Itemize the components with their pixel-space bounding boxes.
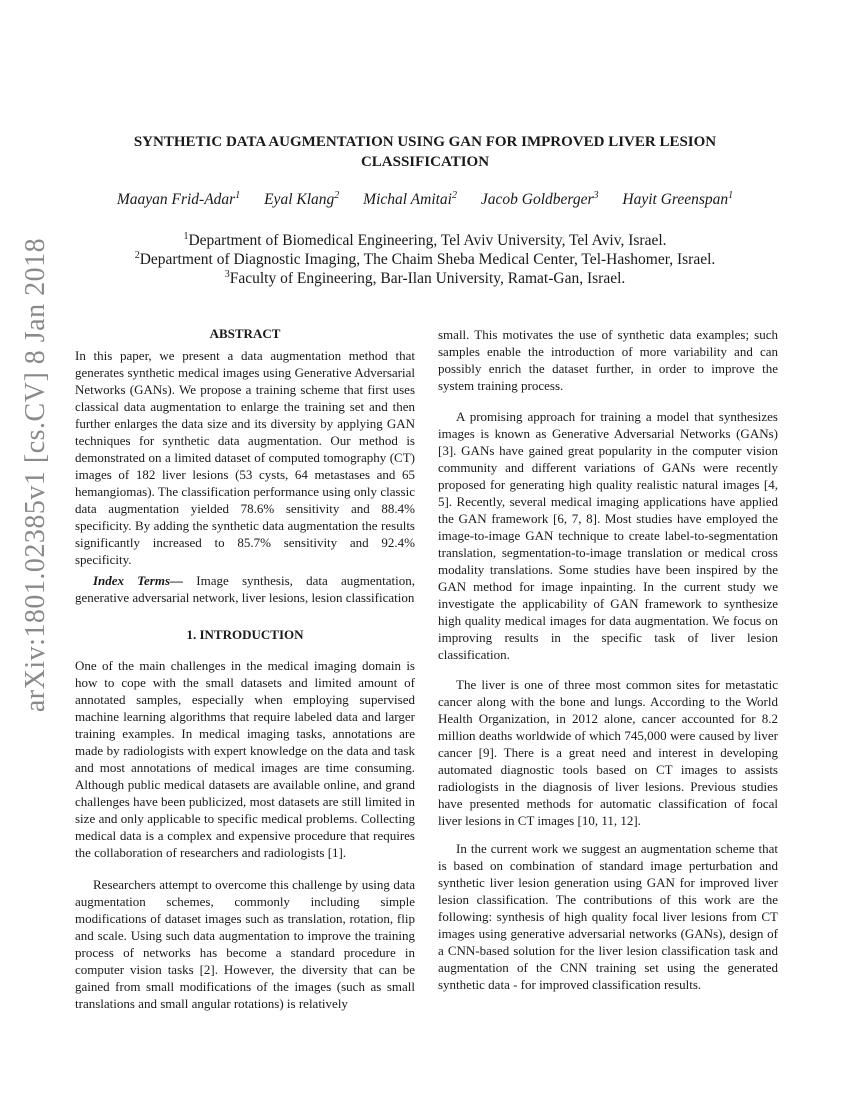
right-paragraph-1: small. This motivates the use of synthetic data examples; such samples enable the introduction of more variability and can possibly enrich the dataset further, in order to improve the system training process. — [438, 327, 778, 393]
title-line-2: CLASSIFICATION — [360, 154, 490, 170]
index-terms: Index Terms— Image synthesis, data augmentation, generative adversarial network, liver lesions, lesion classification — [75, 573, 416, 605]
title-line-1: SYNTHETIC DATA AUGMENTATION USING GAN FOR IMPROVED LIVER LESION — [133, 134, 717, 150]
affiliation: $^1$Department of Biomedical Engineering, Tel Aviv University, Tel Aviv, Israel. — [183, 230, 667, 249]
right-paragraph-3: The liver is one of three most common sites for metastatic cancer along with the bone and lungs. According to the World Health Organization, in 2012 alone, cancer accounted for 8.2 million deaths worldwide of which 745,000 were caused by liver cancer [9]. There is a great need and interest in developing automated diagnostic tools based on CT images to assists radiologists in the diagnosis of liver lesions. Previous studies have presented methods for automatic classification of focal liver lesions in CT images [10, 11, 12]. — [438, 677, 778, 828]
author: Hayit Greenspan$^1$ — [622, 189, 734, 208]
author-list — [60, 191, 790, 209]
intro-heading: 1. INTRODUCTION — [186, 627, 304, 642]
intro-paragraph-1: One of the main challenges in the medical imaging domain is how to cope with the small datasets and limited amount of annotated samples, especially when employing supervised machine learning algorithms that require labeled data and larger training examples. In medical imaging tasks, annotations are made by radiologists with expert knowledge on the data and task and most annotations of medical images are time consuming. Although public medical datasets are available online, and grand challenges have been publicized, most datasets are still limited in size and only applicable to specific medical problems. Collecting medical data is a complex and expensive procedure that requires the collaboration of researchers and radiologists [1]. — [75, 658, 415, 860]
author: Jacob Goldberger$^3$ — [480, 189, 599, 208]
affiliation: $^3$Faculty of Engineering, Bar-Ilan University, Ramat-Gan, Israel. — [224, 268, 626, 287]
intro-paragraph-2: Researchers attempt to overcome this challenge by using data augmentation schemes, commonly including simple modifications of dataset images such as translation, rotation, flip and scale. Using such data augmentation to improve the training process of networks has become a standard procedure in computer vision tasks [2]. However, the diversity that can be gained from small modifications of the images (such as small translations and small angular rotations) is relatively — [75, 877, 415, 1011]
right-paragraph-2: A promising approach for training a model that synthesizes images is known as Generative Adversarial Networks (GANs) [3]. GANs have gained great popularity in the computer vision community and different variations of GANs were recently proposed for generating high quality realistic natural images [4, 5]. Recently, several medical imaging applications have applied the GAN framework [6, 7, 8]. Most studies have employed the image-to-image GAN technique to create label-to-segmentation translation, segmentation-to-image translation or medical cross modality translations. Some studies have been inspired by the GAN method for image inpainting. In the current study we investigate the applicability of GAN framework to synthesize high quality medical images for data augmentation. We focus on improving results in the specific task of liver lesion classification. — [438, 409, 778, 662]
author: Eyal Klang$^2$ — [264, 189, 340, 208]
right-paragraph-4: In the current work we suggest an augmentation scheme that is based on combination of standard image perturbation and synthetic liver lesion generation using GAN for improved liver lesion classification. The contributions of this work are the following: synthesis of high quality focal liver lesions from CT images using generative adversarial networks (GANs), design of a CNN-based solution for the liver lesion classification task and augmentation of the CNN training set using the generated synthetic data - for improved classification results. — [438, 841, 778, 992]
affiliations — [60, 231, 790, 288]
author: Michal Amitai$^2$ — [363, 189, 457, 208]
arxiv-watermark — [0, 0, 70, 1100]
abstract-body: In this paper, we present a data augmentation method that generates synthetic medical images using Generative Adversarial Networks (GANs). We propose a training scheme that first uses classical data augmentation to enlarge the training set and then further enlarges the data size and its diversity by applying GAN techniques for synthetic data augmentation. Our method is demonstrated on a limited dataset of computed tomography (CT) images of 182 liver lesions (53 cysts, 64 metastases and 65 hemangiomas). The classification performance using only classic data augmentation yielded 78.6% sensitivity and 88.4% specificity. By adding the synthetic data augmentation the results significantly increased to 85.7% sensitivity and 92.4% specificity. — [75, 348, 415, 567]
affiliation: $^2$Department of Diagnostic Imaging, The Chaim Sheba Medical Center, Tel-Hashomer, Israel. — [134, 249, 716, 268]
abstract-heading: ABSTRACT — [209, 326, 281, 341]
arxiv-id[interactable]: arXiv:1801.02385v1 [cs.CV] 8 Jan 2018 — [20, 237, 51, 713]
author: Maayan Frid-Adar$^1$ — [116, 189, 241, 208]
paper-title — [80, 132, 770, 172]
